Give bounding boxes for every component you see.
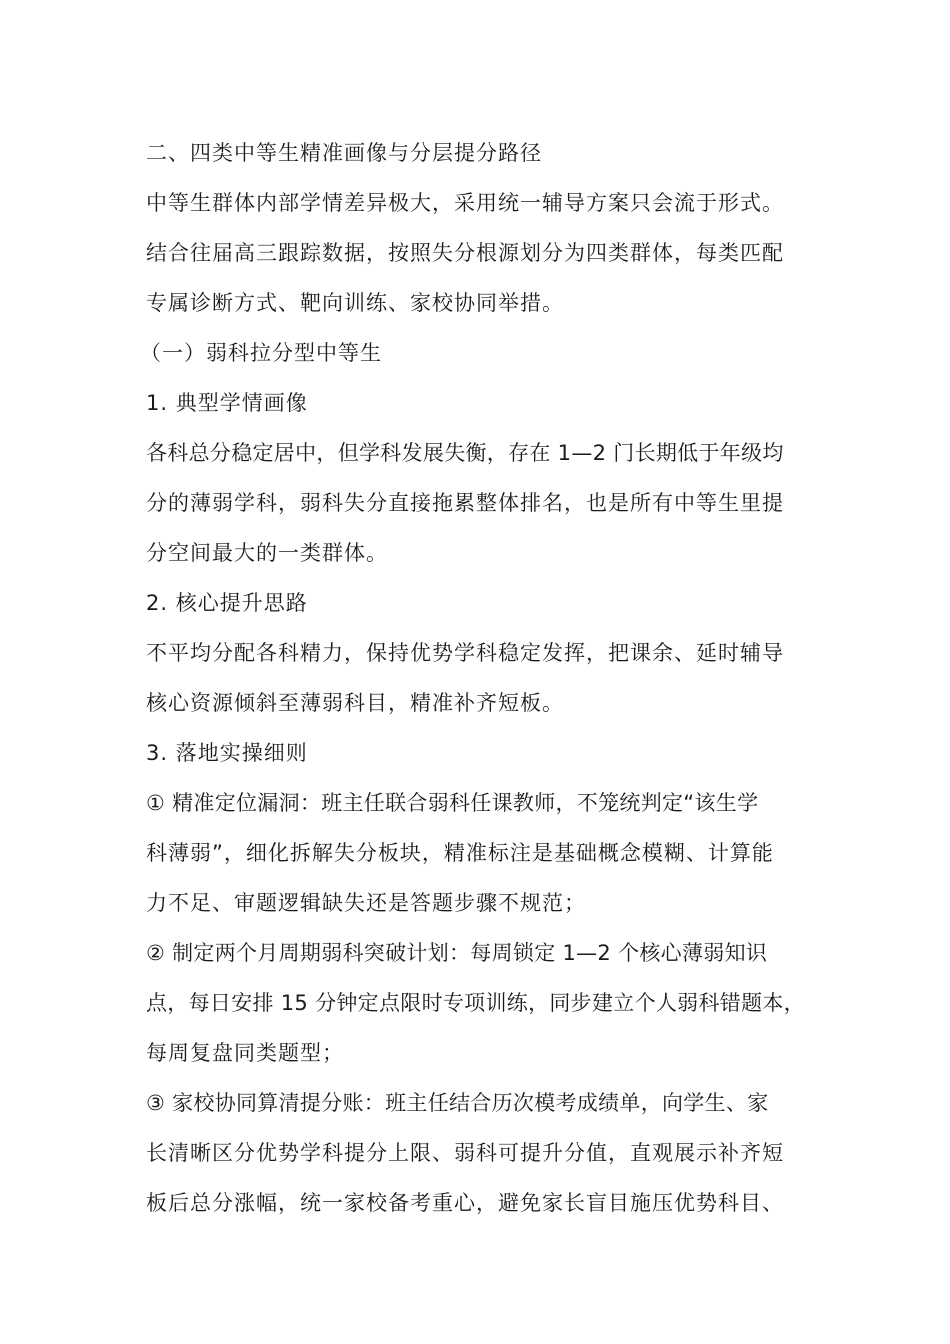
paragraph-line: 力不足、审题逻辑缺失还是答题步骤不规范； xyxy=(146,891,586,915)
paragraph-line: 专属诊断方式、靶向训练、家校协同举措。 xyxy=(146,291,564,315)
paragraph-line: 各科总分稳定居中，但学科发展失衡，存在 1—2 门长期低于年级均 xyxy=(146,441,784,465)
paragraph-line: 中等生群体内部学情差异极大，采用统一辅导方案只会流于形式。 xyxy=(146,191,784,215)
document-body xyxy=(140,128,826,1228)
paragraph-line: 点，每日安排 15 分钟定点限时专项训练，同步建立个人弱科错题本， xyxy=(146,991,805,1015)
paragraph-line: 分空间最大的一类群体。 xyxy=(146,541,388,565)
paragraph-line: 长清晰区分优势学科提分上限、弱科可提升分值，直观展示补齐短 xyxy=(146,1141,784,1165)
paragraph-line: ③ 家校协同算清提分账：班主任结合历次模考成绩单，向学生、家 xyxy=(146,1091,769,1115)
paragraph-line: 分的薄弱学科，弱科失分直接拖累整体排名，也是所有中等生里提 xyxy=(146,491,784,515)
paragraph-line: 板后总分涨幅，统一家校备考重心，避免家长盲目施压优势科目、 xyxy=(146,1191,784,1215)
paragraph-line: 核心资源倾斜至薄弱科目，精准补齐短板。 xyxy=(146,691,564,715)
subsection-heading: （一）弱科拉分型中等生 xyxy=(140,341,382,365)
paragraph-line: 结合往届高三跟踪数据，按照失分根源划分为四类群体，每类匹配 xyxy=(146,241,784,265)
item-heading: 3. 落地实操细则 xyxy=(146,741,308,765)
paragraph-line: ① 精准定位漏洞：班主任联合弱科任课教师，不笼统判定“该生学 xyxy=(146,791,759,815)
item-heading: 1. 典型学情画像 xyxy=(146,391,308,415)
section-heading: 二、四类中等生精准画像与分层提分路径 xyxy=(146,141,542,165)
paragraph-line: 科薄弱”，细化拆解失分板块，精准标注是基础概念模糊、计算能 xyxy=(146,841,774,865)
paragraph-line: ② 制定两个月周期弱科突破计划：每周锁定 1—2 个核心薄弱知识 xyxy=(146,941,768,965)
item-heading: 2. 核心提升思路 xyxy=(146,591,308,615)
paragraph-line: 不平均分配各科精力，保持优势学科稳定发挥，把课余、延时辅导 xyxy=(146,641,784,665)
paragraph-line: 每周复盘同类题型； xyxy=(146,1041,344,1065)
